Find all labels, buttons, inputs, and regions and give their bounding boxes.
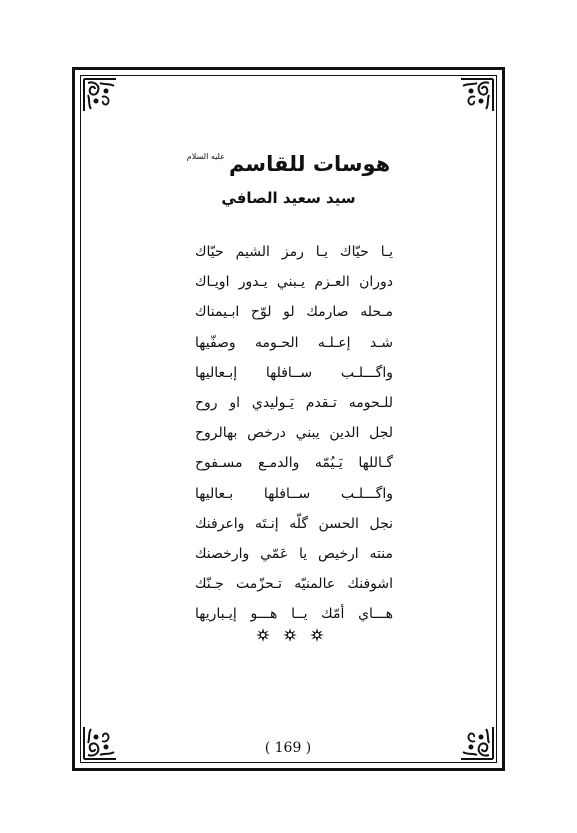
verse-line: لجل الدين يبني درخص بهالروح [195,425,393,442]
title-row [100,150,477,178]
corner-ornament-icon [459,725,495,761]
verse-line: مـحله صارمك لو لوّح ابـيمناك [195,304,393,321]
verse-line: هـــاي أمّك يــا هـــو إيـباريها [195,606,393,623]
section-divider [240,628,340,648]
star-ornament-icon [256,628,270,648]
verse-line: اشوفنك عالمنيّه تـحزّمت جـنّك [195,576,393,593]
honorific-mark: عليه السلام [186,152,225,161]
author-name: سيد سعيد الصافي [221,189,356,207]
verse-line: واگـــلـب ســافلها إبـعاليها [195,364,393,381]
verse-line: نجل الحسن گلّه إنـتَه واعرفنك [195,515,393,532]
poem-title: هوسات للقاسم [228,152,391,176]
corner-ornament-icon [82,725,118,761]
verse-line: دوران العـزم يـبني يـدور اويـاك [195,274,393,291]
poem-verses [195,241,393,633]
star-ornament-icon [310,628,324,648]
verse-line: واگـــلـب ســافلها بـعاليها [195,485,393,502]
verse-line: شـد إعـلـه الحـومه وصفّيها [195,334,393,351]
verse-line: گـاللها يَـيُمّه والدمـع مسـفوح [195,455,393,472]
corner-ornament-icon [459,77,495,113]
corner-ornament-icon [82,77,118,113]
verse-line: منته ارخيص يا عَمّي وارخصنك [195,545,393,562]
page-number: ( 169 ) [264,740,312,756]
verse-line: للـحومه تـقدم يَـوليدي او روح [195,394,393,411]
star-ornament-icon [283,628,297,648]
verse-line: يـا حيّاك يـا رمز الشيم حيّاك [195,244,393,260]
